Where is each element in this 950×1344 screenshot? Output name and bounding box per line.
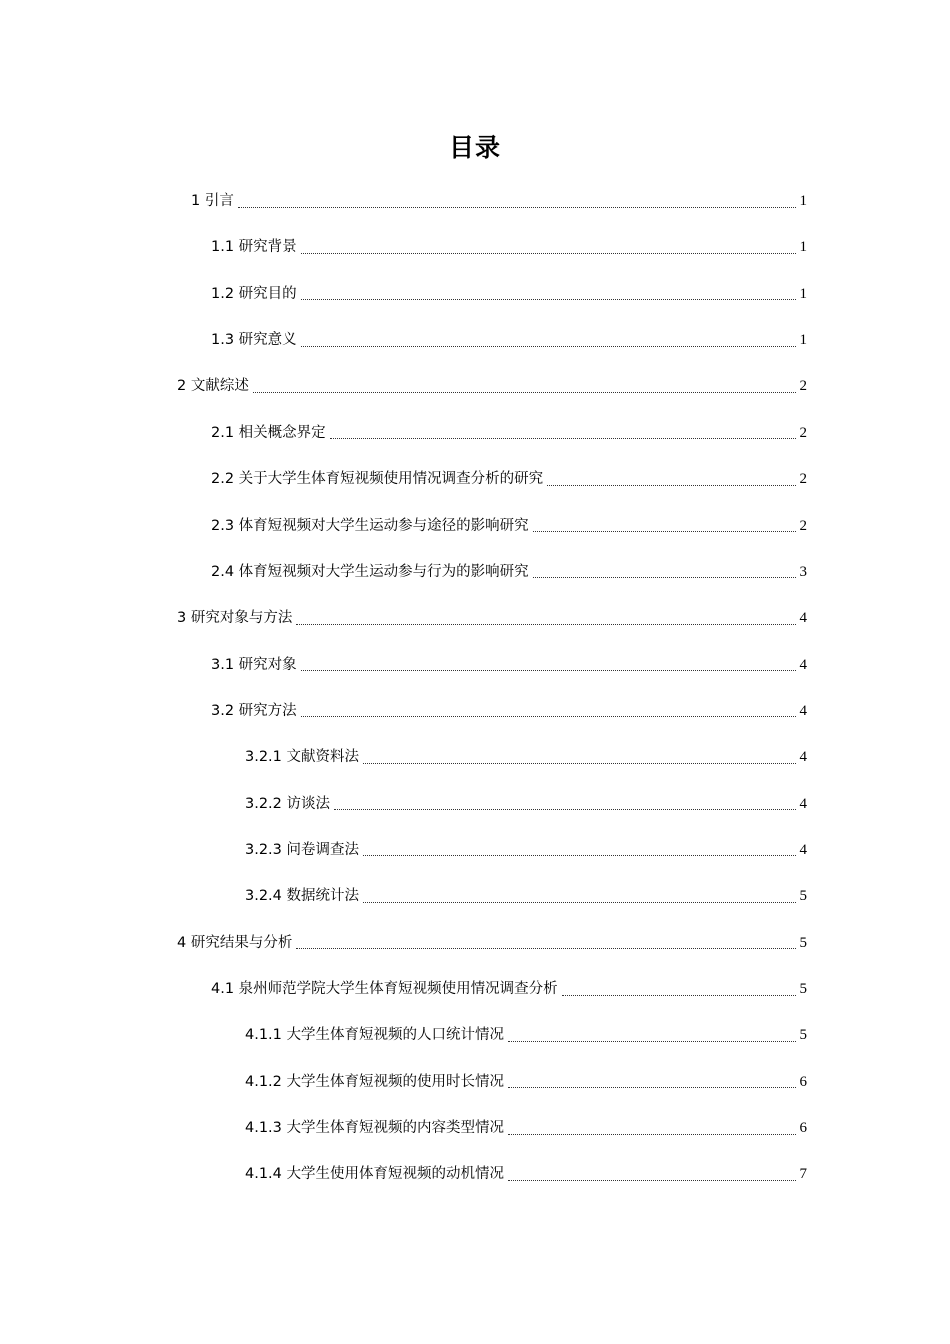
toc-entry[interactable] [245, 1164, 807, 1184]
toc-entry-text: 3.2.4 数据统计法 [245, 888, 360, 905]
toc-entry[interactable] [211, 469, 807, 489]
toc-page-number: 5 [799, 981, 807, 997]
toc-page-number: 4 [799, 749, 807, 766]
toc-page-number: 4 [799, 702, 807, 719]
toc-entry[interactable] [211, 423, 807, 443]
toc-leader-dots [296, 942, 796, 949]
toc-leader-dots [301, 664, 796, 671]
toc-entry-text: 3.2.1 文献资料法 [245, 749, 360, 766]
toc-entry[interactable] [211, 979, 807, 999]
toc-page-number: 3 [799, 563, 807, 580]
toc-page-number: 1 [799, 193, 807, 209]
toc-leader-dots [508, 1174, 796, 1181]
toc-entry-text: 2.4 体育短视频对大学生运动参与行为的影响研究 [211, 563, 529, 580]
toc-entry-text: 4.1.1 大学生体育短视频的人口统计情况 [245, 1027, 505, 1044]
toc-page-number: 5 [799, 1027, 807, 1044]
toc-leader-dots [334, 803, 796, 810]
toc-entry[interactable] [245, 794, 807, 814]
toc-entry-text: 2.1 相关概念界定 [211, 424, 326, 441]
toc-entry-text: 3.2.2 访谈法 [245, 795, 331, 812]
toc-page-number: 6 [799, 1120, 807, 1136]
toc-leader-dots [363, 849, 796, 856]
toc-page-number: 1 [799, 285, 807, 302]
toc-leader-dots [363, 896, 796, 903]
toc-entry-text: 3.1 研究对象 [211, 656, 297, 673]
toc-leader-dots [238, 201, 796, 208]
toc-entry[interactable] [245, 747, 807, 767]
toc-entry[interactable] [211, 330, 807, 350]
toc-leader-dots [253, 386, 796, 393]
toc-entry-text: 4.1.4 大学生使用体育短视频的动机情况 [245, 1166, 505, 1183]
toc-entry[interactable] [245, 1072, 807, 1092]
toc-entry[interactable] [211, 562, 807, 582]
toc-leader-dots [301, 340, 796, 347]
toc-entry[interactable] [245, 840, 807, 860]
toc-leader-dots [562, 989, 796, 996]
toc-leader-dots [330, 432, 796, 439]
toc-entry-text: 3.2.3 问卷调查法 [245, 841, 360, 858]
toc-entry[interactable] [177, 608, 807, 628]
toc-page-number: 4 [799, 610, 807, 627]
toc-page-number: 5 [799, 934, 807, 951]
toc-page-number: 2 [799, 378, 807, 395]
toc-entry-text: 2 文献综述 [177, 378, 249, 395]
toc-entry[interactable] [191, 191, 807, 211]
toc-leader-dots [533, 525, 796, 532]
toc-entry[interactable] [211, 655, 807, 675]
toc-entry[interactable] [177, 933, 807, 953]
toc-leader-dots [296, 618, 796, 625]
toc-title: 目录 [448, 133, 501, 162]
toc-page-number: 2 [799, 424, 807, 441]
toc-entry[interactable] [211, 516, 807, 536]
toc-entry[interactable] [211, 284, 807, 304]
toc-entry-text: 4 研究结果与分析 [177, 934, 293, 951]
toc-leader-dots [301, 293, 796, 300]
toc-entry[interactable] [177, 376, 807, 396]
toc-entry[interactable] [245, 886, 807, 906]
toc-leader-dots [547, 479, 796, 486]
toc-entry[interactable] [245, 1118, 807, 1138]
toc-entry[interactable] [211, 701, 807, 721]
toc-entry-text: 1.3 研究意义 [211, 332, 297, 349]
toc-leader-dots [508, 1035, 796, 1042]
toc-entry-text: 1.1 研究背景 [211, 239, 297, 256]
toc-page-number: 2 [799, 517, 807, 534]
toc-page-number: 7 [799, 1166, 807, 1183]
toc-leader-dots [301, 710, 796, 717]
toc-entry-text: 1 引言 [191, 193, 234, 209]
toc-leader-dots [533, 571, 796, 578]
toc-entry-text: 4.1.3 大学生体育短视频的内容类型情况 [245, 1120, 505, 1136]
toc-entry-text: 4.1 泉州师范学院大学生体育短视频使用情况调查分析 [211, 981, 558, 997]
toc-entry[interactable] [245, 1025, 807, 1045]
toc-entry[interactable] [211, 237, 807, 257]
toc-leader-dots [508, 1128, 796, 1135]
toc-page-number: 1 [799, 332, 807, 349]
toc-entry-text: 2.2 关于大学生体育短视频使用情况调查分析的研究 [211, 471, 544, 488]
toc-page-number: 4 [799, 656, 807, 673]
toc-leader-dots [301, 247, 796, 254]
toc-leader-dots [508, 1081, 796, 1088]
toc-entry-text: 3 研究对象与方法 [177, 610, 293, 627]
toc-page-number: 2 [799, 471, 807, 488]
toc-entry-text: 4.1.2 大学生体育短视频的使用时长情况 [245, 1073, 505, 1090]
toc-entry-text: 3.2 研究方法 [211, 702, 297, 719]
toc-page-number: 5 [799, 888, 807, 905]
toc-page-number: 4 [799, 795, 807, 812]
toc-page-number: 4 [799, 841, 807, 858]
toc-entry-text: 1.2 研究目的 [211, 285, 297, 302]
toc-page-number: 6 [799, 1073, 807, 1090]
toc-leader-dots [363, 757, 796, 764]
toc-entry-text: 2.3 体育短视频对大学生运动参与途径的影响研究 [211, 517, 529, 534]
toc-page-number: 1 [799, 239, 807, 256]
